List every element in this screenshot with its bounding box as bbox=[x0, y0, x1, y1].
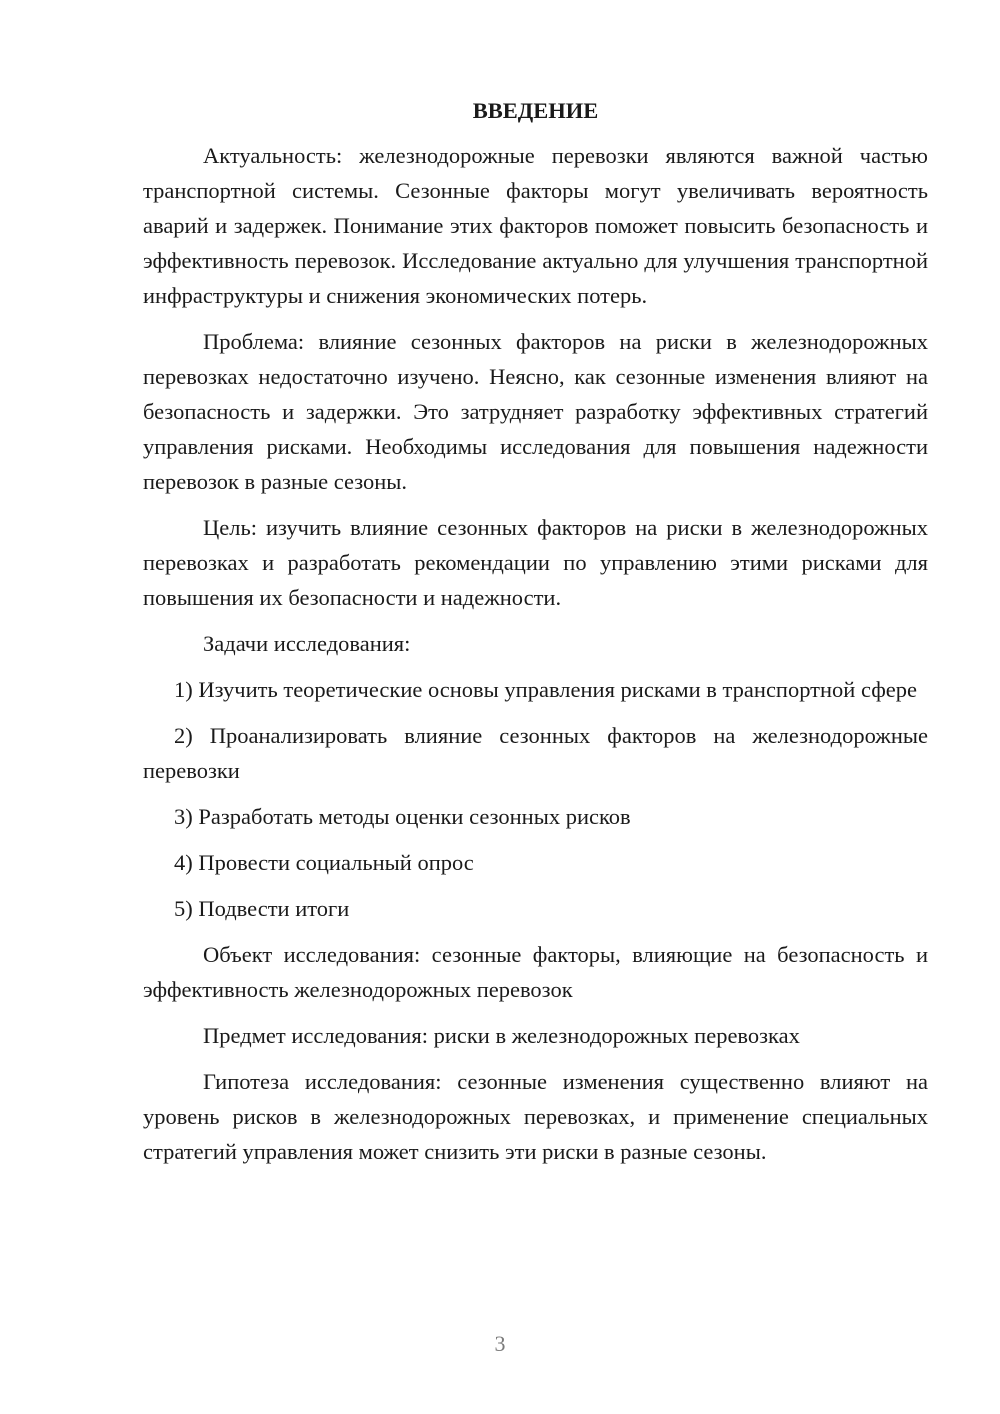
problem-paragraph: Проблема: влияние сезонных факторов на риски в железнодорожных перевозках недостаточно изучено. Неясно, как сезонные изменения влияют на безопасность и задержки. Это затрудняет разработку эффективных стратегий управления рисками. Необходимы исследования для повышения надежности перевозок в разные сезоны. bbox=[143, 329, 928, 494]
task-item: 5) Подвести итоги bbox=[174, 896, 350, 921]
tasks-heading: Задачи исследования: bbox=[203, 631, 411, 656]
task-item: 3) Разработать методы оценки сезонных рисков bbox=[174, 804, 631, 829]
object-paragraph: Объект исследования: сезонные факторы, влияющие на безопасность и эффективность железнодорожных перевозок bbox=[143, 942, 928, 1002]
hypothesis-paragraph: Гипотеза исследования: сезонные изменения существенно влияют на уровень рисков в железнодорожных перевозках, и применение специальных стратегий управления может снизить эти риски в разные сезоны. bbox=[143, 1069, 928, 1164]
goal-paragraph: Цель: изучить влияние сезонных факторов на риски в железнодорожных перевозках и разработать рекомендации по управлению этими рисками для повышения их безопасности и надежности. bbox=[143, 515, 928, 610]
task-item: 2) Проанализировать влияние сезонных факторов на железнодорожные перевозки bbox=[143, 723, 928, 783]
subject-paragraph: Предмет исследования: риски в железнодорожных перевозках bbox=[203, 1023, 800, 1048]
relevance-paragraph: Актуальность: железнодорожные перевозки являются важной частью транспортной системы. Сезонные факторы могут увеличивать вероятность аварий и задержек. Понимание этих факторов поможет повысить безопасность и эффективность перевозок. Исследование актуально для улучшения транспортной инфраструктуры и снижения экономических потерь. bbox=[143, 143, 928, 308]
task-item: 1) Изучить теоретические основы управления рисками в транспортной сфере bbox=[174, 677, 918, 702]
section-title: ВВЕДЕНИЕ bbox=[472, 98, 599, 123]
page-number: 3 bbox=[494, 1331, 506, 1356]
page-content bbox=[143, 93, 928, 1180]
task-item: 4) Провести социальный опрос bbox=[174, 850, 474, 875]
